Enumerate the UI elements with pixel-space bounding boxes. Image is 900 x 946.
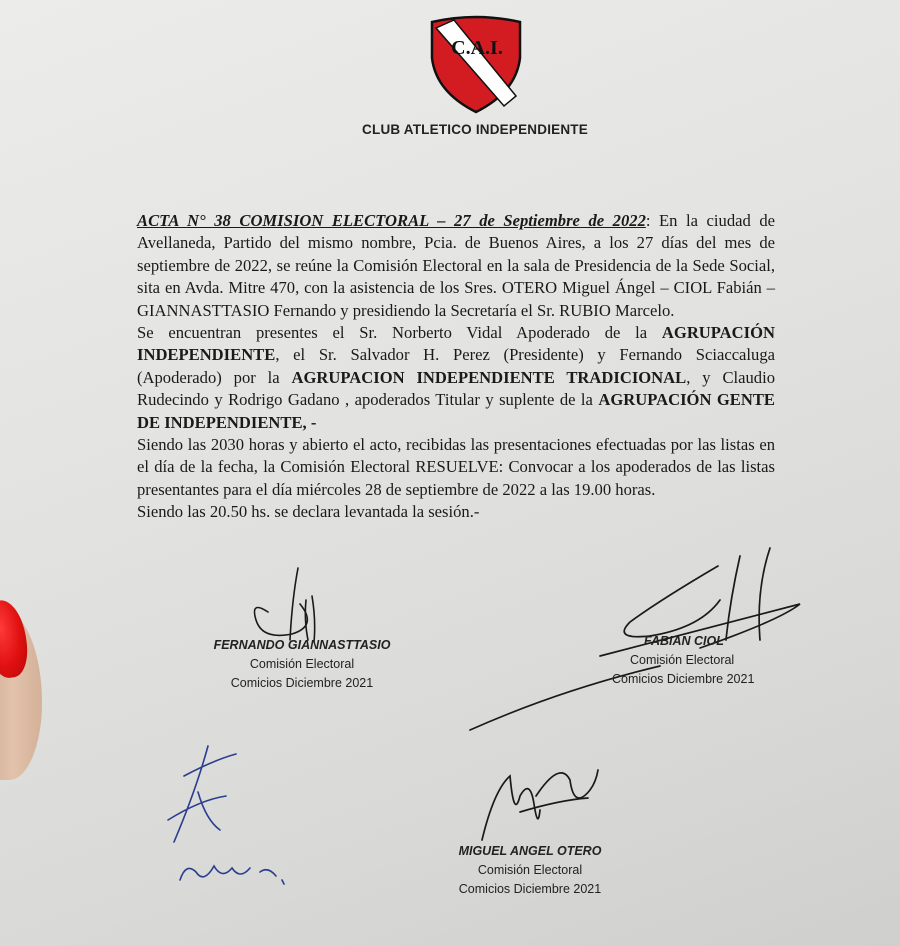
signature-block-ciol	[600, 632, 770, 689]
acta-paragraph-3: Siendo las 2030 horas y abierto el acto, recibidas las presentaciones efectuadas por las listas en el día de la fecha, la Comisión Electoral RESUELVE: Convocar a los apoderados de las listas presentantes para el día miércoles 28 de septiembre de 2022 a las 19.00 horas.	[137, 435, 775, 499]
acta-paragraph-4: Siendo las 20.50 hs. se declara levantada la sesión.-	[137, 502, 480, 522]
acta-p2-e: , y Claudio Rudecindo y Rodrigo Gadano , apoderados Titular y suplente de la	[137, 367, 775, 410]
signatory-period: Comicios Diciembre 2021	[230, 676, 374, 690]
acta-body	[137, 210, 775, 524]
agrupacion-tradicional: AGRUPACION INDEPENDIENTE TRADICIONAL	[291, 367, 687, 387]
signature-giannasttasio	[255, 568, 315, 642]
agrupacion-independiente: AGRUPACIÓN INDEPENDIENTE	[137, 323, 775, 365]
acta-p1-text: : En la ciudad de Avellaneda, Partido del mismo nombre, Pcia. de Buenos Aires, a los 27 días del mes de septiembre de 2022, se reúne la Comisión Electoral en la sala de Presidencia de la Sede Social, sita en Avda. Mitre 470, con la asistencia de los Sres. OTERO Miguel Ángel – CIOL Fabián – GIANNASTTASIO Fernando y presidiendo la Secretaría el Sr. RUBIO Marcelo.	[137, 211, 775, 320]
signatory-role: Comisión Electoral	[249, 657, 355, 671]
club-crest-icon	[428, 14, 524, 114]
signatory-name: FERNANDO GIANNASTTASIO	[213, 638, 391, 652]
signatory-name: MIGUEL ANGEL OTERO	[458, 844, 602, 858]
signatory-role: Comisión Electoral	[630, 653, 735, 667]
acta-p2-a: Se encuentran presentes el Sr. Norberto Vidal Apoderado de la	[137, 323, 662, 343]
signatory-period: Comicios Diciembre 2021	[612, 672, 755, 686]
acta-p2-c: , el Sr. Salvador H. Perez (Presidente) y Fernando Sciaccaluga (Apoderado) por la	[137, 345, 775, 387]
signature-blue-initials	[168, 746, 284, 884]
acta-paragraph-2	[137, 322, 775, 434]
svg-text:C.A.I.: C.A.I.	[451, 37, 503, 59]
acta-heading: ACTA N° 38 COMISION ELECTORAL – 27 de Septiembre de 2022	[137, 211, 646, 230]
acta-paragraph-1	[137, 210, 775, 322]
signature-block-otero	[440, 842, 620, 899]
club-name: CLUB ATLETICO INDEPENDIENTE	[362, 122, 588, 137]
signature-block-giannasttasio	[212, 636, 392, 693]
signatory-name: FABIAN CIOL	[644, 634, 724, 648]
agrupacion-gente: AGRUPACIÓN GENTE DE INDEPENDIENTE	[137, 390, 775, 432]
signature-otero	[482, 770, 598, 840]
acta-p2-g: , -	[302, 412, 317, 432]
signatory-period: Comicios Diciembre 2021	[458, 882, 602, 896]
signatory-role: Comisión Electoral	[477, 863, 583, 877]
